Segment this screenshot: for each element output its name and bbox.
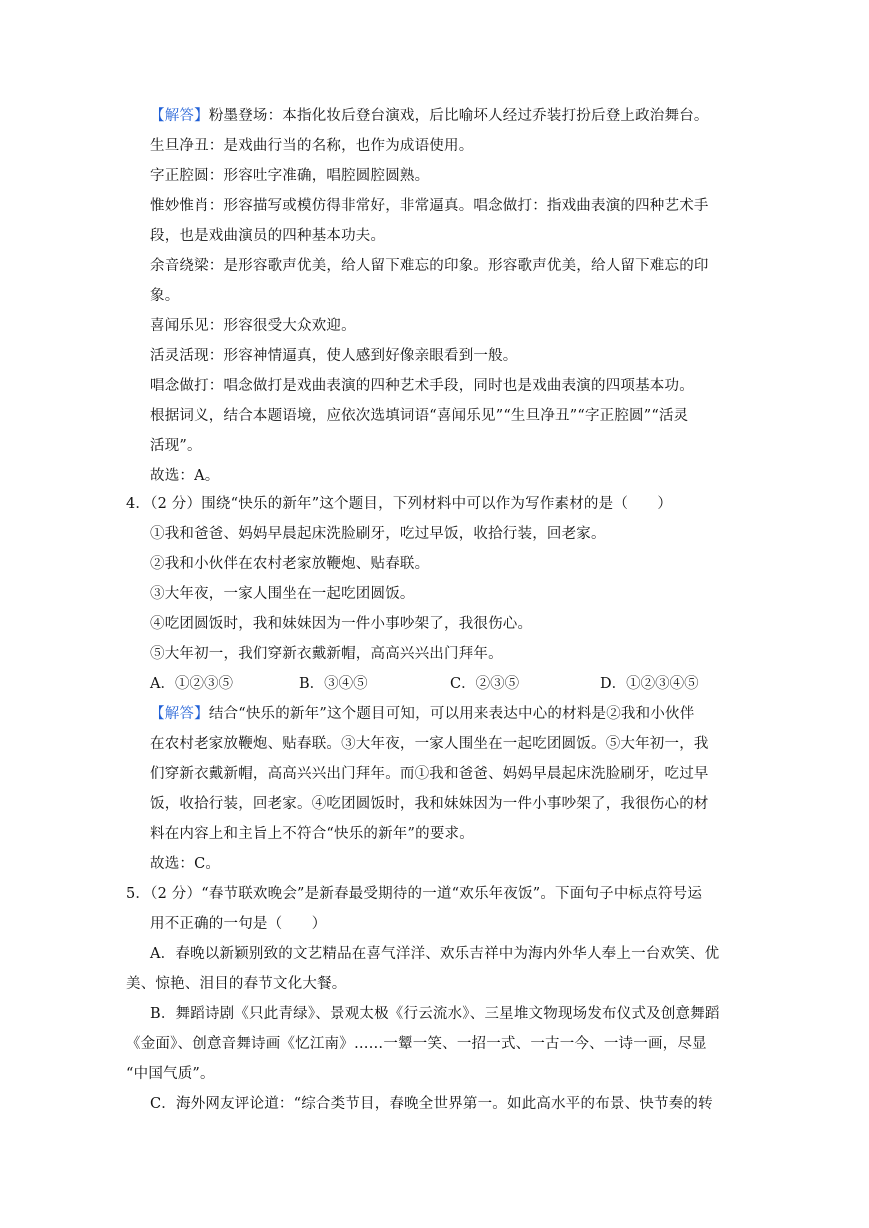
q3-answer-line-8: 活灵活现：形容神情逼真，使人感到好像亲眼看到一般。 <box>150 348 518 364</box>
q4-option-d: D．①②③④⑤ <box>600 676 699 692</box>
q4-material-2: ②我和小伙伴在农村老家放鞭炮、贴春联。 <box>150 556 430 572</box>
q4-answer-line-4: 料在内容上和主旨上不符合“快乐的新年”的要求。 <box>150 826 474 842</box>
q4-option-a: A．①②③⑤ <box>150 676 233 692</box>
q5-stem-line-1: 用不正确的一句是（ ） <box>150 916 327 932</box>
answer-tag: 【解答】 <box>150 108 209 124</box>
q4-material-4: ④吃团圆饭时，我和妹妹因为一件小事吵架了，我很伤心。 <box>150 616 533 632</box>
q4-answer-choice: 故选：C。 <box>150 856 221 872</box>
answer-tag: 【解答】 <box>150 706 209 722</box>
q4-answer-line-3: 饭，收拾行装，回老家。④吃团圆饭时，我和妹妹因为一件小事吵架了，我很伤心的材 <box>150 796 709 812</box>
q3-answer-line-4: 段，也是戏曲演员的四种基本功夫。 <box>150 228 386 244</box>
q3-answer-line-2: 字正腔圆：形容吐字准确，唱腔圆腔圆熟。 <box>150 168 430 184</box>
q5-option-c-line-0: C．海外网友评论道：“综合类节目，春晚全世界第一。如此高水平的布景、快节奏的转 <box>150 1096 713 1112</box>
q3-answer-line-1: 生旦净丑：是戏曲行当的名称，也作为成语使用。 <box>150 138 474 154</box>
q4-stem: 4．（2 分）围绕“快乐的新年”这个题目，下列材料中可以作为写作素材的是（ ） <box>126 496 673 512</box>
q4-answer-line-2: 们穿新衣戴新帽，高高兴兴出门拜年。而①我和爸爸、妈妈早晨起床洗脸刷牙，吃过早 <box>150 766 709 782</box>
q4-material-1: ①我和爸爸、妈妈早晨起床洗脸刷牙，吃过早饭，收拾行装，回老家。 <box>150 526 606 542</box>
q5-option-b-line-2: “中国气质”。 <box>126 1066 215 1082</box>
q3-answer-line-3: 惟妙惟肖：形容描写或模仿得非常好，非常逼真。唱念做打：指戏曲表演的四种艺术手 <box>150 198 709 214</box>
q4-material-5: ⑤大年初一，我们穿新衣戴新帽，高高兴兴出门拜年。 <box>150 646 503 662</box>
q4-answer-line-0: 【解答】结合“快乐的新年”这个题目可知，可以用来表达中心的材料是②我和小伙伴 <box>150 706 695 722</box>
q4-option-c: C．②③⑤ <box>450 676 520 692</box>
q3-answer-choice: 故选：A。 <box>150 468 220 484</box>
q3-answer-line-7: 喜闻乐见：形容很受大众欢迎。 <box>150 318 356 334</box>
q4-answer-line-1: 在农村老家放鞭炮、贴春联。③大年夜，一家人围坐在一起吃团圆饭。⑤大年初一，我 <box>150 736 709 752</box>
q3-answer-line-9: 唱念做打：唱念做打是戏曲表演的四种艺术手段，同时也是戏曲表演的四项基本功。 <box>150 378 694 394</box>
q5-option-b-line-0: B．舞蹈诗剧《只此青绿》、景观太极《行云流水》、三星堆文物现场发布仪式及创意舞蹈 <box>150 1006 720 1022</box>
q3-answer-line-6: 象。 <box>150 288 180 304</box>
q5-option-a-line-1: 美、惊艳、泪目的春节文化大餐。 <box>126 976 347 992</box>
q3-answer-line-0: 【解答】粉墨登场：本指化妆后登台演戏，后比喻坏人经过乔装打扮后登上政治舞台。 <box>150 108 709 124</box>
q3-answer-line-10: 根据词义，结合本题语境，应依次选填词语“喜闻乐见”“生旦净丑”“字正腔圆”“活灵 <box>150 408 689 424</box>
q5-option-a-line-0: A．春晚以新颖别致的文艺精品在喜气洋洋、欢乐吉祥中为海内外华人奉上一台欢笑、优 <box>150 946 720 962</box>
q4-material-3: ③大年夜，一家人围坐在一起吃团圆饭。 <box>150 586 415 602</box>
q5-stem-line-0: 5．（2 分）“春节联欢晚会”是新春最受期待的一道“欢乐年夜饭”。下面句子中标点符号运 <box>126 886 703 902</box>
q3-answer-line-11: 活现”。 <box>150 438 202 454</box>
q3-answer-line-5: 余音绕梁：是形容歌声优美，给人留下难忘的印象。形容歌声优美，给人留下难忘的印 <box>150 258 709 274</box>
q5-option-b-line-1: 《金面》、创意音舞诗画《忆江南》……一颦一笑、一招一式、一古一今、一诗一画，尽显 <box>126 1036 707 1052</box>
q4-option-b: B．③④⑤ <box>299 676 368 692</box>
